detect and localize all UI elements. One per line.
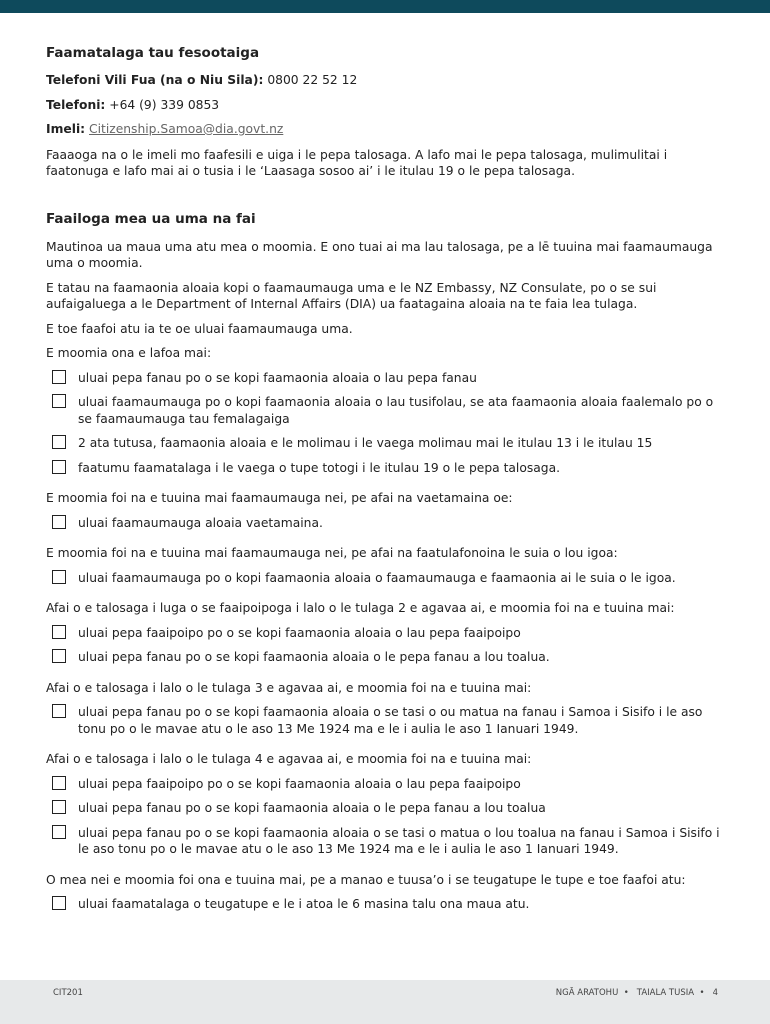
checkbox[interactable] xyxy=(52,825,66,839)
checklist-2 xyxy=(46,515,726,532)
checklist-item: faatumu faamatalaga i le vaega o tupe totogi i le itulau 19 o le pepa talosaga. xyxy=(46,460,726,477)
contact-note: Faaaoga na o le imeli mo faafesili e uiga i le pepa talosaga. A lafo mai le pepa talosaga, mulimulitai i faatonuga e lafo mai ai o tusia i le ‘Laasaga sosoo ai’ i le itulau 19 o le pepa talosaga. xyxy=(46,147,668,178)
phone-label: Telefoni: xyxy=(46,97,106,112)
checkbox[interactable] xyxy=(52,370,66,384)
checklist-item: uluai faamatalaga o teugatupe e le i atoa le 6 masina talu ona maua atu. xyxy=(46,896,726,913)
checklist-item: uluai pepa fanau po o se kopi faamaonia aloaia o se tasi o ou matua na fanau i Samoa i Sisifo i le aso tonu po o le mavae atu o le aso 13 Me 1924 ma e le i aulia le aso 1 Ianuari 1949. xyxy=(46,704,726,737)
checklist-item: uluai pepa fanau po o se kopi faamaonia aloaia o se tasi o matua o lou toalua na fanau i Samoa i Sisifo i le aso tonu po o le mavae atu o le aso 13 Me 1924 ma e le i aulia le aso 1 Ianuari 1949. xyxy=(46,825,726,858)
checklist-7 xyxy=(46,896,726,913)
intro-6: Afai o e talosaga i lalo o le tulaga 4 e agavaa ai, e moomia foi na e tuuina mai: xyxy=(46,752,532,766)
checklist-4 xyxy=(46,625,726,666)
checklist-6 xyxy=(46,776,726,858)
checklist-item: uluai faamaumauga po o kopi faamaonia aloaia o faamaumauga e faamaonia ai le suia o le igoa. xyxy=(46,570,726,587)
intro-3: E moomia foi na e tuuina mai faamaumauga nei, pe afai na faatulafonoina le suia o lou igoa: xyxy=(46,546,618,560)
checkbox[interactable] xyxy=(52,394,66,408)
intro-2: E moomia foi na e tuuina mai faamaumauga nei, pe afai na vaetamaina oe: xyxy=(46,491,513,505)
contact-heading: Faamatalaga tau fesootaiga xyxy=(46,45,260,61)
top-bar xyxy=(0,0,770,13)
checklist-5 xyxy=(46,704,726,737)
phone-line xyxy=(46,97,726,114)
free-phone-label: Telefoni Vili Fua (na o Niu Sila): xyxy=(46,73,264,87)
footer-page-info: NGĀ ARATOHU • TAIALA TUSIA • 4 xyxy=(555,988,718,998)
checkbox[interactable] xyxy=(52,800,66,814)
checklist-1 xyxy=(46,370,726,477)
intro-5: Afai o e talosaga i lalo o le tulaga 3 e agavaa ai, e moomia foi na e tuuina mai: xyxy=(46,680,532,695)
checklist-item: uluai faamaumauga aloaia vaetamaina. xyxy=(46,515,726,532)
paragraph-2: E tatau na faamaonia aloaia kopi o faamaumauga uma e le NZ Embassy, NZ Consulate, po o se sui aufaigaluega a le Department of Internal Affairs (DIA) ua faatagaina aloaia na te faia lea tulaga. xyxy=(46,280,657,311)
intro-1: E moomia ona e lafoa mai: xyxy=(46,346,212,360)
checkbox[interactable] xyxy=(52,649,66,663)
checklist-item: uluai pepa faaipoipo po o se kopi faamaonia aloaia o lau pepa faaipoipo xyxy=(46,776,726,793)
checklist-item: uluai faamaumauga po o kopi faamaonia aloaia o lau tusifolau, se ata faamaonia aloaia faalemalo po o se faamaumauga tau femalagaiga xyxy=(46,394,726,427)
checkbox[interactable] xyxy=(52,515,66,529)
email-line xyxy=(46,121,726,138)
checkbox[interactable] xyxy=(52,570,66,584)
checklist-heading: Faailoga mea ua uma na fai xyxy=(46,210,256,227)
checklist-item: uluai pepa fanau po o se kopi faamaonia aloaia o le pepa fanau a lou toalua xyxy=(46,800,726,817)
document-code: CIT201 xyxy=(53,988,83,998)
checkbox[interactable] xyxy=(52,896,66,910)
checklist-item: uluai pepa fanau po o se kopi faamaonia aloaia o le pepa fanau a lou toalua. xyxy=(46,649,726,666)
intro-4: Afai o e talosaga i luga o se faaipoipoga i lalo o le tulaga 2 e agavaa ai, e moomia foi na e tuuina mai: xyxy=(46,601,675,615)
checkbox[interactable] xyxy=(52,460,66,474)
email-label: Imeli: xyxy=(46,122,86,136)
page-footer xyxy=(0,980,770,1024)
checkbox[interactable] xyxy=(52,435,66,449)
checklist-3 xyxy=(46,570,726,587)
email-link[interactable]: Citizenship.Samoa@dia.govt.nz xyxy=(89,122,284,136)
checklist-item: 2 ata tutusa, faamaonia aloaia e le molimau i le vaega molimau mai le itulau 13 i le itulau 15 xyxy=(46,435,726,452)
paragraph-3: E toe faafoi atu ia te oe uluai faamaumauga uma. xyxy=(46,321,353,336)
paragraph-1: Mautinoa ua maua uma atu mea o moomia. E ono tuai ai ma lau talosaga, pe a lē tuuina mai faamaumauga uma o moomia. xyxy=(46,239,713,270)
phone-value: +64 (9) 339 0853 xyxy=(109,97,220,112)
free-phone-value: 0800 22 52 12 xyxy=(267,73,358,87)
page-content xyxy=(46,44,726,913)
intro-7: O mea nei e moomia foi ona e tuuina mai, pe a manao e tuusa’o i se teugatupe le tupe e toe faafoi atu: xyxy=(46,872,686,887)
checklist-item: uluai pepa fanau po o se kopi faamaonia aloaia o lau pepa fanau xyxy=(46,370,726,387)
checkbox[interactable] xyxy=(52,776,66,790)
checkbox[interactable] xyxy=(52,625,66,639)
checklist-item: uluai pepa faaipoipo po o se kopi faamaonia aloaia o lau pepa faaipoipo xyxy=(46,625,726,642)
checkbox[interactable] xyxy=(52,704,66,718)
free-phone-line xyxy=(46,72,726,89)
